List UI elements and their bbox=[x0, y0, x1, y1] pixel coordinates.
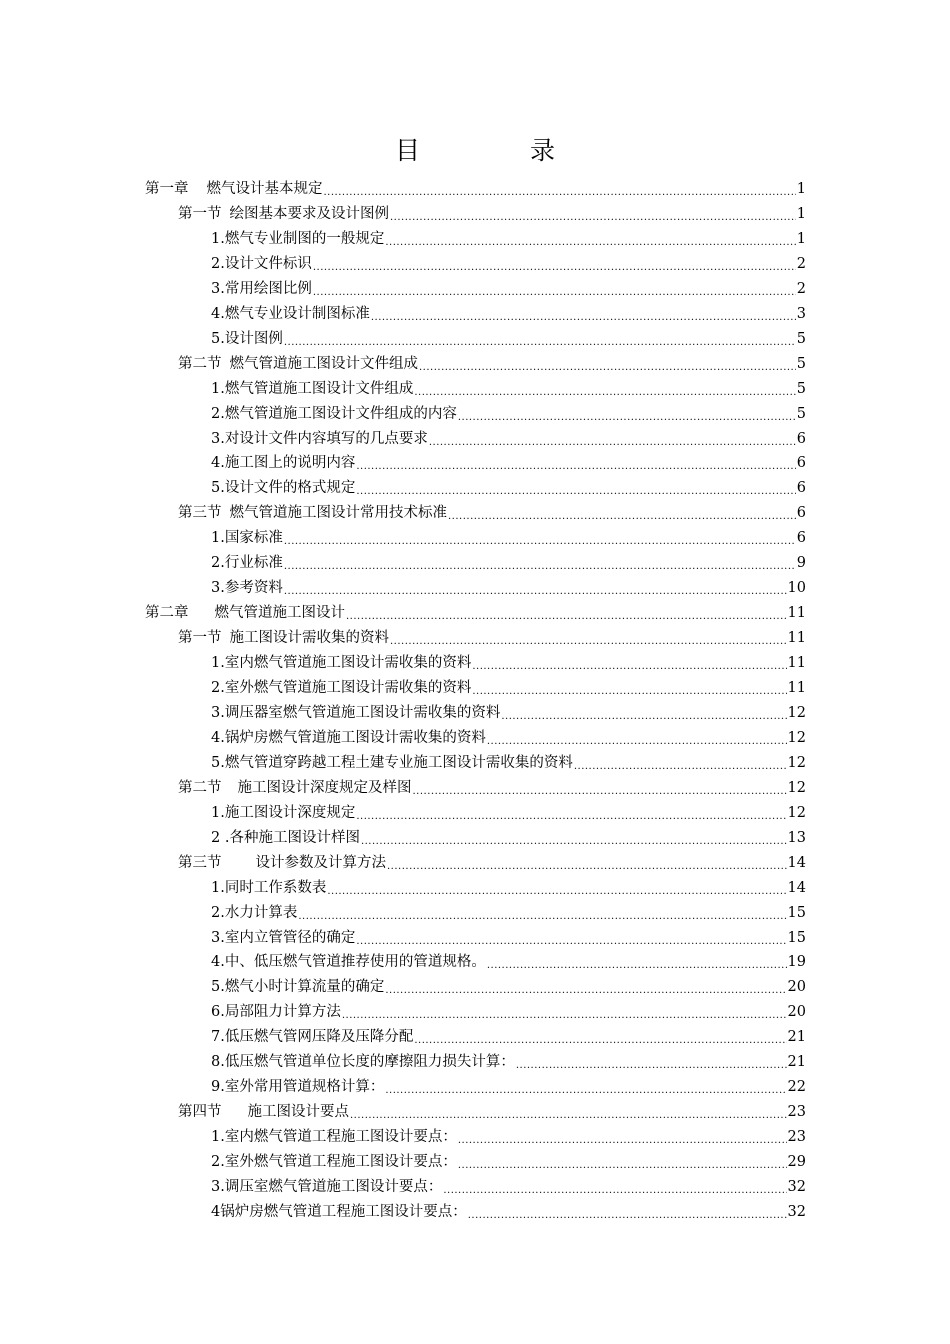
toc-entry[interactable] bbox=[211, 299, 806, 324]
toc-entry-label bbox=[211, 903, 297, 923]
toc-entry[interactable] bbox=[211, 648, 806, 673]
toc-page-number: 1 bbox=[796, 181, 806, 197]
toc-entry-label bbox=[211, 1002, 341, 1022]
toc-entry-number: 第一章 bbox=[145, 181, 189, 197]
toc-entry-title: 施工图设计深度规定 bbox=[224, 804, 356, 821]
toc-entry-label bbox=[211, 952, 486, 972]
toc-entry[interactable] bbox=[211, 1147, 806, 1172]
toc-entry-label bbox=[211, 229, 384, 249]
toc-entry-number: 第三节 bbox=[178, 505, 222, 522]
toc-page-number: 13 bbox=[787, 829, 806, 846]
toc-entry-title: 燃气专业设计制图标准 bbox=[224, 305, 370, 322]
toc-entry-title: 绘图基本要求及设计图例 bbox=[229, 205, 389, 222]
toc-entry-label bbox=[211, 753, 573, 773]
toc-dot-leader bbox=[342, 1002, 787, 1022]
toc-entry-label bbox=[211, 404, 457, 424]
toc-page-number: 1 bbox=[796, 205, 806, 222]
toc-entry-title: 设计文件标识 bbox=[224, 255, 312, 272]
toc-dot-leader bbox=[313, 279, 796, 299]
toc-dot-leader bbox=[487, 952, 787, 972]
toc-entry-label bbox=[211, 828, 360, 848]
toc-dot-leader bbox=[313, 254, 796, 274]
toc-page-number: 19 bbox=[787, 954, 806, 971]
toc-entry-title: 燃气管道穿跨越工程土建专业施工图设计需收集的资料 bbox=[224, 754, 573, 771]
toc-dot-leader bbox=[284, 329, 796, 349]
toc-entry-number: 2. bbox=[211, 255, 225, 272]
toc-entry-number: 4. bbox=[211, 305, 225, 322]
toc-entry-title: 燃气管道施工图设计文件组成的内容 bbox=[224, 405, 457, 422]
toc-entry-title: 低压燃气管网压降及压降分配 bbox=[224, 1029, 414, 1046]
toc-entry-title: 室内燃气管道工程施工图设计要点： bbox=[224, 1129, 457, 1146]
toc-entry[interactable] bbox=[211, 1172, 806, 1197]
toc-dot-leader bbox=[284, 578, 787, 598]
toc-entry-label bbox=[178, 1102, 349, 1122]
toc-entry-number: 第二节 bbox=[178, 355, 222, 372]
toc-entry-title: 室内燃气管道施工图设计需收集的资料 bbox=[224, 655, 472, 672]
toc-page-number: 12 bbox=[787, 779, 806, 796]
toc-entry[interactable] bbox=[211, 473, 806, 498]
toc-entry-title: 燃气管道施工图设计文件组成 bbox=[229, 355, 418, 372]
toc-dot-leader bbox=[324, 179, 796, 199]
toc-page-number: 10 bbox=[787, 580, 806, 597]
toc-dot-leader bbox=[387, 853, 787, 873]
toc-page-number: 23 bbox=[787, 1104, 806, 1121]
toc-entry[interactable] bbox=[211, 873, 806, 898]
toc-entry[interactable] bbox=[178, 1097, 806, 1122]
toc-entry-title: 燃气管道施工图设计文件组成 bbox=[224, 380, 414, 397]
toc-entry[interactable] bbox=[178, 848, 806, 873]
toc-entry-number: 2. bbox=[211, 680, 225, 696]
toc-entry-number: 1. bbox=[211, 804, 225, 821]
toc-dot-leader bbox=[385, 1077, 786, 1097]
toc-entry[interactable] bbox=[211, 947, 806, 972]
toc-dot-leader bbox=[458, 1127, 787, 1147]
toc-entry-number: 2. bbox=[211, 405, 225, 422]
toc-dot-leader bbox=[385, 229, 795, 249]
toc-entry-title: 国家标准 bbox=[224, 530, 283, 547]
toc-dot-leader bbox=[501, 703, 786, 723]
toc-dot-leader bbox=[472, 653, 786, 673]
toc-dot-leader bbox=[414, 379, 795, 399]
toc-page-number: 11 bbox=[787, 630, 806, 647]
toc-page-number: 6 bbox=[796, 455, 806, 472]
toc-entry-title: 参考资料 bbox=[224, 580, 283, 597]
toc-entry[interactable] bbox=[211, 997, 806, 1022]
toc-entry-label bbox=[211, 977, 384, 997]
toc-page-number: 15 bbox=[787, 904, 806, 921]
toc-page-number: 12 bbox=[787, 704, 806, 721]
toc-entry-number: 6. bbox=[211, 1004, 225, 1021]
toc-entry[interactable] bbox=[211, 898, 806, 923]
toc-dot-leader bbox=[284, 553, 796, 573]
toc-entry-label bbox=[211, 1177, 442, 1197]
toc-entry-title: 燃气专业制图的一般规定 bbox=[224, 230, 385, 247]
toc-entry[interactable] bbox=[211, 972, 806, 997]
toc-entry[interactable] bbox=[178, 199, 806, 224]
toc-dot-leader bbox=[413, 778, 787, 798]
toc-dot-leader bbox=[448, 503, 796, 523]
toc-entry-number: 5. bbox=[211, 480, 225, 497]
toc-entry-title: 设计文件的格式规定 bbox=[224, 480, 356, 497]
toc-entry-number: 第一节 bbox=[178, 630, 222, 647]
toc-dot-leader bbox=[419, 354, 796, 374]
toc-entry[interactable] bbox=[211, 399, 806, 424]
toc-page-number: 15 bbox=[787, 929, 806, 946]
toc-entry-label bbox=[211, 1052, 515, 1072]
toc-entry-title: 施工图设计需收集的资料 bbox=[229, 630, 389, 647]
toc-entry-title: 燃气小时计算流量的确定 bbox=[224, 979, 385, 996]
toc-entry-label bbox=[178, 204, 389, 224]
toc-entry-label bbox=[211, 1202, 467, 1222]
toc-entry-title: 对设计文件内容填写的几点要求 bbox=[224, 430, 428, 447]
toc-entry[interactable] bbox=[178, 498, 806, 523]
toc-entry-title: 室内立管管径的确定 bbox=[224, 929, 356, 946]
toc-entry[interactable] bbox=[211, 1022, 806, 1047]
title-char-2: 录 bbox=[530, 136, 556, 165]
toc-page-number: 6 bbox=[796, 480, 806, 497]
toc-entry-number: 3. bbox=[211, 704, 225, 721]
toc-entry-number: 4. bbox=[211, 954, 225, 971]
toc-dot-leader bbox=[298, 903, 786, 923]
toc-entry-number: 第二节 bbox=[178, 779, 222, 796]
toc-entry-number: 1. bbox=[211, 1129, 225, 1146]
toc-page-number: 32 bbox=[787, 1179, 806, 1195]
toc-entry-label bbox=[211, 728, 486, 748]
toc-entry-number: 3. bbox=[211, 929, 225, 946]
toc-entry[interactable] bbox=[211, 274, 806, 299]
toc-entry-number: 第三节 bbox=[178, 854, 222, 871]
toc-entry[interactable] bbox=[211, 1122, 806, 1147]
toc-entry-label bbox=[211, 653, 471, 673]
toc-dot-leader bbox=[327, 878, 786, 898]
toc-entry-number: 3. bbox=[211, 1179, 225, 1195]
toc-entry-title: 各种施工图设计样图 bbox=[229, 829, 360, 846]
toc-entry-label bbox=[211, 803, 355, 823]
toc-dot-leader bbox=[390, 204, 796, 224]
toc-entry-number: 1. bbox=[211, 230, 225, 247]
toc-entry-title: 施工图设计要点 bbox=[247, 1104, 349, 1121]
toc-dot-leader bbox=[346, 603, 787, 623]
toc-page-number: 14 bbox=[787, 879, 806, 896]
toc-entry-label bbox=[211, 878, 326, 898]
toc-entry[interactable] bbox=[211, 1197, 806, 1222]
toc-entry-number: 5. bbox=[211, 754, 225, 771]
toc-entry-label bbox=[211, 329, 283, 349]
toc-entry[interactable] bbox=[178, 623, 806, 648]
toc-page-number: 11 bbox=[787, 605, 806, 622]
toc-entry[interactable] bbox=[178, 349, 806, 374]
toc-page-number: 6 bbox=[796, 505, 806, 522]
toc-entry-title: 设计图例 bbox=[224, 330, 283, 347]
toc-entry-number: 5. bbox=[211, 330, 225, 347]
toc-page-number: 2 bbox=[796, 280, 806, 297]
toc-page-number: 12 bbox=[787, 754, 806, 771]
toc-entry-title: 锅炉房燃气管道工程施工图设计要点： bbox=[220, 1203, 467, 1220]
toc-entry-title: 锅炉房燃气管道施工图设计需收集的资料 bbox=[224, 729, 486, 746]
toc-entry-label bbox=[211, 453, 355, 473]
toc-page-number: 5 bbox=[796, 330, 806, 347]
toc-dot-leader bbox=[385, 977, 786, 997]
toc-page-number: 12 bbox=[787, 729, 806, 746]
toc-entry-number: 4. bbox=[211, 729, 225, 746]
toc-entry[interactable] bbox=[211, 698, 806, 723]
toc-entry-label bbox=[178, 853, 386, 873]
toc-entry[interactable] bbox=[211, 548, 806, 573]
toc-dot-leader bbox=[356, 928, 786, 948]
toc-entry-number: 2. bbox=[211, 555, 225, 572]
toc-entry[interactable] bbox=[145, 174, 806, 199]
toc-entry[interactable] bbox=[211, 249, 806, 274]
toc-dot-leader bbox=[429, 429, 796, 449]
toc-entry-title: 室外燃气管道施工图设计需收集的资料 bbox=[224, 680, 472, 696]
toc-entry-title: 同时工作系数表 bbox=[224, 879, 327, 896]
toc-dot-leader bbox=[356, 478, 795, 498]
toc-entry-label bbox=[178, 628, 389, 648]
toc-entry[interactable] bbox=[211, 224, 806, 249]
toc-entry[interactable] bbox=[178, 773, 806, 798]
toc-entry[interactable] bbox=[211, 324, 806, 349]
toc-dot-leader bbox=[361, 828, 787, 848]
toc-page-number: 5 bbox=[796, 355, 806, 372]
toc-entry[interactable] bbox=[211, 823, 806, 848]
toc-entry-number: 3. bbox=[211, 280, 225, 297]
toc-page-number: 2 bbox=[796, 255, 806, 272]
toc-entry-title: 施工图设计深度规定及样图 bbox=[237, 779, 412, 796]
toc-dot-leader bbox=[356, 803, 786, 823]
toc-entry[interactable] bbox=[211, 923, 806, 948]
toc-entry-number: 1. bbox=[211, 380, 225, 397]
toc-entry-number: 2. bbox=[211, 904, 225, 921]
toc-entry-title: 低压燃气管道单位长度的摩擦阻力损失计算： bbox=[224, 1054, 515, 1071]
toc-entry-title: 行业标准 bbox=[224, 555, 283, 572]
toc-entry-number: 3. bbox=[211, 430, 225, 447]
toc-page-number: 20 bbox=[787, 979, 806, 996]
toc-page-number: 22 bbox=[787, 1079, 806, 1096]
toc-entry-title: 施工图上的说明内容 bbox=[224, 455, 356, 472]
toc-entry-label bbox=[211, 304, 370, 324]
toc-entry-title: 水力计算表 bbox=[224, 904, 298, 921]
toc-dot-leader bbox=[472, 678, 786, 698]
toc-dot-leader bbox=[350, 1102, 787, 1122]
toc-entry-title: 燃气管道施工图设计常用技术标准 bbox=[229, 505, 447, 522]
toc-entry-label bbox=[211, 928, 355, 948]
toc-entry-label bbox=[178, 503, 447, 523]
toc-entry-label bbox=[211, 1127, 457, 1147]
toc-dot-leader bbox=[443, 1177, 786, 1197]
toc-entry[interactable] bbox=[211, 1072, 806, 1097]
toc-entry-title: 室外燃气管道工程施工图设计要点： bbox=[224, 1154, 457, 1171]
toc-entry-number: 7. bbox=[211, 1029, 225, 1046]
toc-entry-label bbox=[211, 553, 283, 573]
toc-entry-label bbox=[178, 354, 418, 374]
toc-entry-label bbox=[211, 1027, 413, 1047]
toc-entry-title: 局部阻力计算方法 bbox=[224, 1004, 341, 1021]
toc-entry-label bbox=[211, 279, 312, 299]
toc-entry-title: 燃气管道施工图设计 bbox=[214, 605, 345, 622]
toc-entry-number: 9. bbox=[211, 1079, 225, 1096]
toc-dot-leader bbox=[356, 453, 795, 473]
toc-entry[interactable] bbox=[211, 798, 806, 823]
toc-entry-label bbox=[211, 703, 500, 723]
toc-entry-label bbox=[178, 778, 412, 798]
toc-entry[interactable] bbox=[211, 523, 806, 548]
toc-entry-title: 中、低压燃气管道推荐使用的管道规格。 bbox=[224, 954, 486, 971]
toc-dot-leader bbox=[516, 1052, 787, 1072]
toc-entry-label bbox=[211, 678, 471, 698]
toc-page-number: 23 bbox=[787, 1129, 806, 1146]
toc-page-number: 3 bbox=[796, 305, 806, 322]
toc-dot-leader bbox=[284, 528, 796, 548]
toc-dot-leader bbox=[574, 753, 787, 773]
toc-entry-title: 燃气设计基本规定 bbox=[206, 181, 323, 197]
toc-entry-number: 1. bbox=[211, 879, 225, 896]
toc-entry-number: 第四节 bbox=[178, 1104, 222, 1121]
toc-entry-number: 2. bbox=[211, 1154, 225, 1171]
toc-page-number: 14 bbox=[787, 854, 806, 871]
toc-entry-label bbox=[211, 429, 428, 449]
toc-dot-leader bbox=[458, 1152, 787, 1172]
toc-page-number: 21 bbox=[787, 1054, 806, 1071]
toc-entry-number: 4 bbox=[211, 1203, 221, 1220]
page-title bbox=[0, 134, 950, 168]
toc-dot-leader bbox=[371, 304, 796, 324]
toc-entry-label bbox=[211, 1152, 457, 1172]
toc-entry[interactable] bbox=[211, 573, 806, 598]
toc-entry[interactable] bbox=[211, 448, 806, 473]
toc-entry-number: 第二章 bbox=[145, 605, 189, 622]
toc-entry-label bbox=[145, 179, 323, 199]
toc-page-number: 20 bbox=[787, 1004, 806, 1021]
toc-dot-leader bbox=[414, 1027, 786, 1047]
toc-entry[interactable] bbox=[211, 1047, 806, 1072]
toc-entry-number: 1. bbox=[211, 655, 225, 672]
toc-entry-label bbox=[211, 578, 283, 598]
toc-page-number: 9 bbox=[796, 555, 806, 572]
toc-entry[interactable] bbox=[211, 424, 806, 449]
toc-entry-label bbox=[211, 528, 283, 548]
toc-entry[interactable] bbox=[211, 374, 806, 399]
toc-entry-title: 调压器室燃气管道施工图设计需收集的资料 bbox=[224, 704, 501, 721]
toc-entry-number: 第一节 bbox=[178, 205, 222, 222]
toc-page-number: 6 bbox=[796, 530, 806, 547]
toc-page-number: 11 bbox=[787, 655, 806, 672]
toc-entry[interactable] bbox=[211, 673, 806, 698]
toc-page-number: 1 bbox=[796, 230, 806, 247]
toc-entry-number: 4. bbox=[211, 455, 225, 472]
toc-entry-title: 调压室燃气管道施工图设计要点： bbox=[224, 1179, 443, 1195]
toc-entry[interactable] bbox=[211, 723, 806, 748]
toc-entry-title: 常用绘图比例 bbox=[224, 280, 312, 297]
toc-page-number: 6 bbox=[796, 430, 806, 447]
toc-entry-title: 室外常用管道规格计算： bbox=[224, 1079, 385, 1096]
toc-page-number: 12 bbox=[787, 804, 806, 821]
toc-entry[interactable] bbox=[211, 748, 806, 773]
toc-page-number: 21 bbox=[787, 1029, 806, 1046]
toc-page-number: 11 bbox=[787, 680, 806, 696]
toc-entry-label bbox=[211, 1077, 384, 1097]
toc-page-number: 5 bbox=[796, 405, 806, 422]
toc-entry[interactable] bbox=[145, 598, 806, 623]
toc-entry-number: 5. bbox=[211, 979, 225, 996]
toc-entry-number: 3. bbox=[211, 580, 225, 597]
toc-entry-label bbox=[145, 603, 345, 623]
toc-entry-number: 2 . bbox=[211, 829, 230, 846]
toc-entry-label bbox=[211, 379, 413, 399]
toc-entry-title: 设计参数及计算方法 bbox=[255, 854, 386, 871]
toc-page-number: 32 bbox=[787, 1203, 806, 1220]
toc-entry-label bbox=[211, 254, 312, 274]
toc-page-number: 29 bbox=[787, 1154, 806, 1171]
title-char-1: 目 bbox=[394, 136, 420, 165]
toc-dot-leader bbox=[458, 404, 796, 424]
toc-dot-leader bbox=[390, 628, 787, 648]
toc-dot-leader bbox=[487, 728, 787, 748]
toc-entry-label bbox=[211, 478, 355, 498]
toc-page-number: 5 bbox=[796, 380, 806, 397]
toc-entry-number: 8. bbox=[211, 1054, 225, 1071]
toc-entry-number: 1. bbox=[211, 530, 225, 547]
toc-dot-leader bbox=[468, 1202, 787, 1222]
